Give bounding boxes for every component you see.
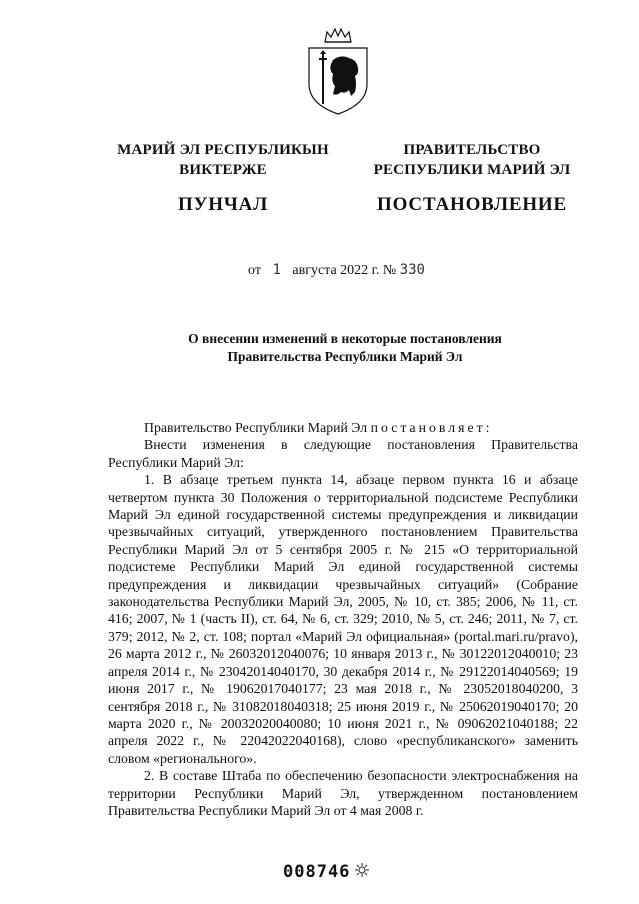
header-right-doc-type: ПОСТАНОВЛЕНИЕ (377, 194, 567, 215)
body-paragraph-preamble (108, 419, 578, 436)
body-paragraph-item-2: 2. В составе Штаба по обеспечению безопасности электроснабжения на территории Республики Марий Эл, утвержденном постановлением Правительства Республики Марий Эл от 4 мая 2008 г. (108, 768, 578, 818)
header-left-line1: МАРИЙ ЭЛ РЕСПУБЛИКЫН (117, 142, 329, 158)
header-right-line1: ПРАВИТЕЛЬСТВО (403, 142, 541, 158)
body-paragraph-item-1: 1. В абзаце третьем пункта 14, абзаце первом пункта 16 и абзаце четвертом пункта 30 Положения о территориальной подсистеме Республики Марий Эл единой государственной системы предупреждения и ликвидации чрезвычайных ситуаций, утвержденного постановлением Правительства Республики Марий Эл от 5 сентября 2005 г. № 215 «О территориальной подсистеме Республики Марий Эл единой государственной системы предупреждения и ликвидации чрезвычайных ситуаций» (Собрание законодательства Республики Марий Эл, 2005, № 10, ст. 385; 2006, № 11, ст. 416; 2007, № 1 (часть II), ст. 64, № 6, ст. 329; 2010, № 5, ст. 246; 2011, № 7, ст. 379; 2012, № 2, ст. 108; портал «Марий Эл официальная» (portal.mari.ru/pravo), 26 марта 2012 г., № 26032012040076; 10 января 2013 г., № 30122012040010; 23 апреля 2014 г., № 23042014040170, 30 декабря 2014 г., № 29122014040569; 19 июня 2017 г., № 19062017040177; 23 мая 2018 г., № 23052018040200, 3 сентября 2018 г., № 31082018040318; 25 июня 2019 г., № 25062019040170; 20 марта 2020 г., № 20032020040080; 10 июня 2021 г., № 09062021040188; 22 апреля 2022 г., № 22042022040168), слово «республиканского» заменить словом «регионального». (108, 472, 578, 766)
header-right-block (343, 140, 601, 216)
title-line1: О внесении изменений в некоторые постановления (188, 331, 502, 346)
date-prefix: от (248, 263, 261, 278)
title-line2: Правительства Республики Марий Эл (227, 349, 463, 364)
preamble-verb: постановляет: (370, 420, 493, 435)
document-date-line (248, 262, 425, 279)
header-left-block (98, 140, 348, 216)
date-day: 1 (272, 262, 281, 278)
rosette-mark-icon (354, 862, 370, 878)
body-paragraph-intro: Внести изменения в следующие постановления Правительства Республики Марий Эл: (108, 437, 578, 470)
form-serial-number: 008746 (283, 862, 351, 882)
date-month-year: августа 2022 г. № (292, 263, 397, 278)
preamble-subject: Правительство Республики Марий Эл (144, 420, 368, 435)
coat-of-arms-emblem (303, 24, 373, 116)
document-title (110, 330, 580, 366)
document-body (108, 419, 578, 819)
header-left-doc-type: ПУНЧАЛ (177, 194, 269, 215)
header-left-line2: ВИКТЕРЖЕ (179, 162, 267, 178)
header-right-line2: РЕСПУБЛИКИ МАРИЙ ЭЛ (373, 162, 571, 178)
document-number: 330 (399, 262, 425, 278)
